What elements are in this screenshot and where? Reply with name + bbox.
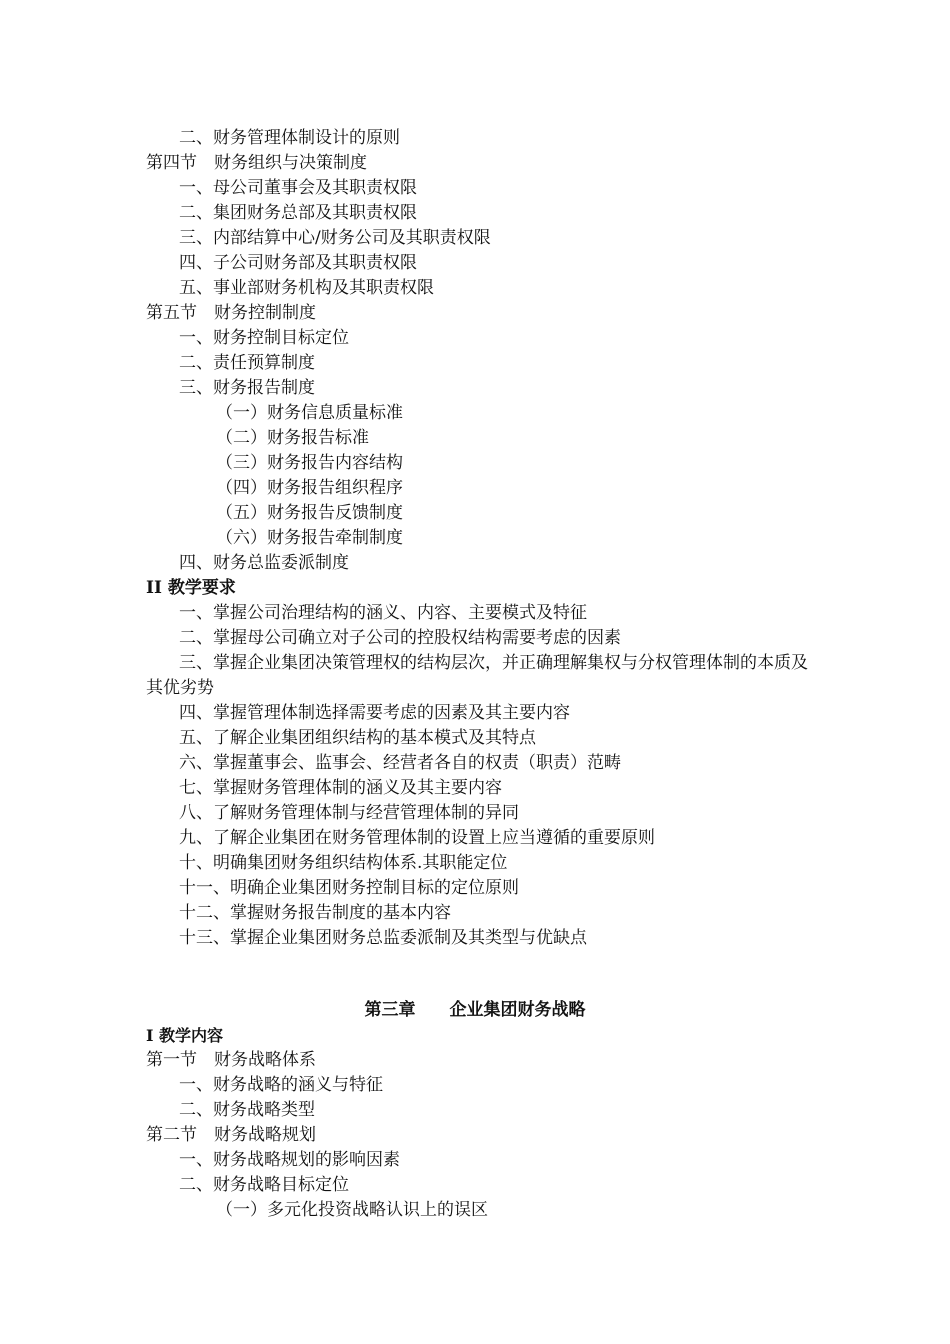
section-heading: 第二节 财务战略规划 — [146, 1125, 316, 1145]
requirement-item: 八、了解财务管理体制与经营管理体制的异同 — [179, 803, 519, 823]
outline-item: 二、集团财务总部及其职责权限 — [179, 203, 417, 223]
requirement-item: 三、掌握企业集团决策管理权的结构层次，并正确理解集权与分权管理体制的本质及其优劣势 — [146, 653, 808, 698]
outline-subitem: （二）财务报告标准 — [216, 428, 369, 448]
outline-item: 一、财务战略的涵义与特征 — [179, 1075, 383, 1095]
outline-subitem: （三）财务报告内容结构 — [216, 453, 403, 473]
outline-item: 四、财务总监委派制度 — [179, 553, 349, 573]
section-ii-heading: II 教学要求 — [146, 578, 236, 598]
outline-item: 四、子公司财务部及其职责权限 — [179, 253, 417, 273]
requirement-item: 七、掌握财务管理体制的涵义及其主要内容 — [179, 778, 502, 798]
section-heading: 第五节 财务控制制度 — [146, 303, 316, 323]
outline-item: 二、财务战略目标定位 — [179, 1175, 349, 1195]
outline-subitem: （一）财务信息质量标准 — [216, 403, 403, 423]
requirement-item: 九、了解企业集团在财务管理体制的设置上应当遵循的重要原则 — [179, 828, 655, 848]
outline-item: 一、财务控制目标定位 — [179, 328, 349, 348]
requirement-item: 四、掌握管理体制选择需要考虑的因素及其主要内容 — [179, 703, 570, 723]
requirement-item: 二、掌握母公司确立对子公司的控股权结构需要考虑的因素 — [179, 628, 621, 648]
requirement-item: 五、了解企业集团组织结构的基本模式及其特点 — [179, 728, 536, 748]
requirement-item: 十、明确集团财务组织结构体系.其职能定位 — [179, 853, 508, 873]
section-i-heading: I 教学内容 — [146, 1026, 224, 1045]
outline-item: 二、责任预算制度 — [179, 353, 315, 373]
outline-item: 二、财务战略类型 — [179, 1100, 315, 1120]
section-heading: 第四节 财务组织与决策制度 — [146, 153, 367, 173]
requirement-item: 六、掌握董事会、监事会、经营者各自的权责（职责）范畴 — [179, 753, 621, 773]
outline-item: 三、财务报告制度 — [179, 378, 315, 398]
outline-item: 三、内部结算中心/财务公司及其职责权限 — [179, 228, 491, 248]
section-heading: 第一节 财务战略体系 — [146, 1050, 316, 1070]
requirement-item: 一、掌握公司治理结构的涵义、内容、主要模式及特征 — [179, 603, 587, 623]
outline-item: 一、母公司董事会及其职责权限 — [179, 178, 417, 198]
outline-subitem: （四）财务报告组织程序 — [216, 478, 403, 498]
outline-item: 五、事业部财务机构及其职责权限 — [179, 278, 434, 298]
requirement-item: 十一、明确企业集团财务控制目标的定位原则 — [179, 878, 519, 898]
outline-subitem: （一）多元化投资战略认识上的误区 — [216, 1200, 488, 1220]
outline-item: 一、财务战略规划的影响因素 — [179, 1150, 400, 1170]
requirement-item: 十三、掌握企业集团财务总监委派制及其类型与优缺点 — [179, 928, 587, 948]
outline-item: 二、财务管理体制设计的原则 — [179, 128, 400, 148]
outline-subitem: （六）财务报告牵制制度 — [216, 528, 403, 548]
chapter-title: 第三章 企业集团财务战略 — [364, 1000, 586, 1020]
requirement-item: 十二、掌握财务报告制度的基本内容 — [179, 903, 451, 923]
outline-subitem: （五）财务报告反馈制度 — [216, 503, 403, 523]
